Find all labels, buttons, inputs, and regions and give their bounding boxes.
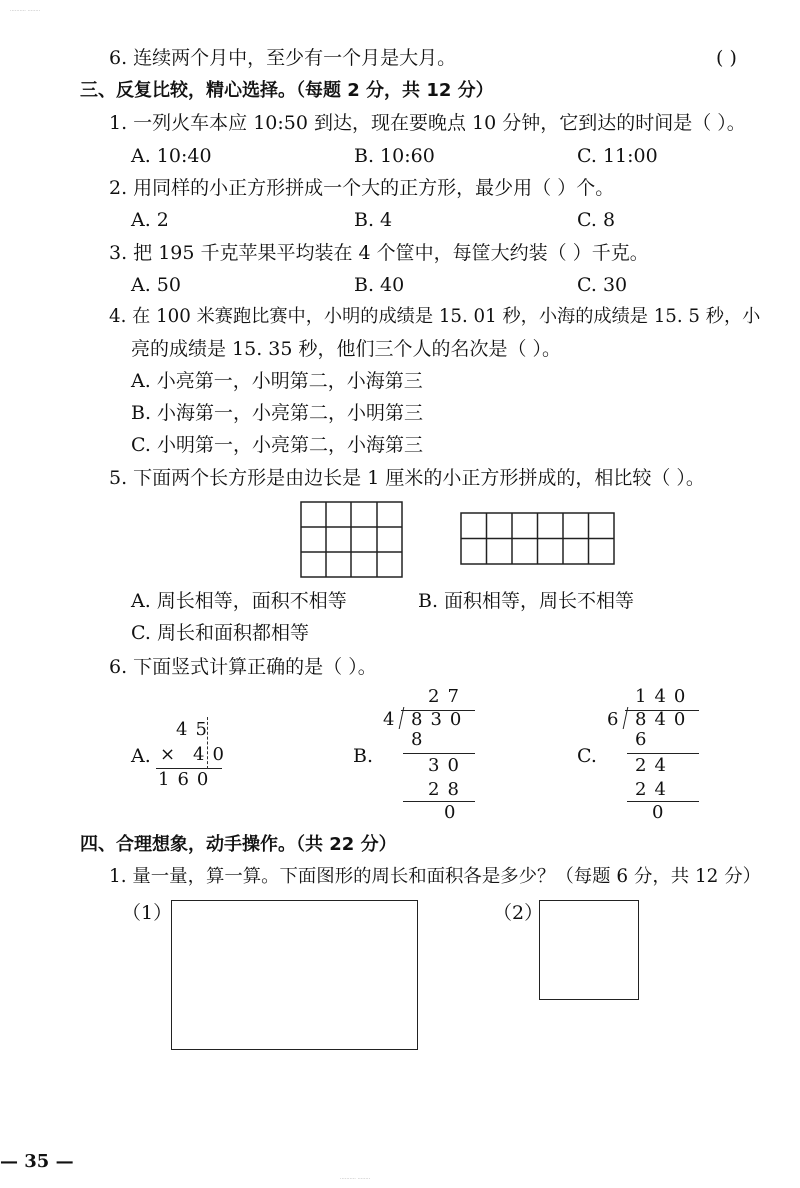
step-3: 24 [635,779,674,800]
rectangle-grid-6x2 [460,512,616,566]
figure-1-rectangle [171,900,418,1050]
s3-q2-option-b[interactable]: B. 4 [354,209,393,231]
s3-q3-option-b[interactable]: B. 40 [354,274,405,296]
s3-q5-option-a[interactable]: A. 周长相等，面积不相等 [131,590,347,612]
divisor: 4 [383,709,403,730]
multiplication-calc [150,715,230,795]
multiplicand: 45 [176,719,215,740]
dividend: 840 [635,709,694,730]
s3-q4-option-c[interactable]: C. 小明第一，小亮第二，小海第三 [131,434,423,456]
s3-question-4-line1: 4. 在 100 米赛跑比赛中，小明的成绩是 15. 01 秒，小海的成绩是 15. 5 秒，小 [109,306,761,327]
product: 160 [158,769,217,790]
s3-q6-option-c-label[interactable]: C. [577,745,597,767]
rectangle-grid-4x3 [300,501,404,578]
division-calc-c [602,683,702,823]
step-1: 8 [411,729,431,750]
s3-question-2: 2. 用同样的小正方形拼成一个大的正方形，最少用（ ）个。 [109,177,615,199]
quotient: 27 [428,686,467,707]
s3-question-5: 5. 下面两个长方形是由边长是 1 厘米的小正方形拼成的，相比较（ ）。 [109,467,705,489]
divisor: 6 [607,709,627,730]
s3-question-1: 1. 一列火车本应 10:50 到达，现在要晚点 10 分钟，它到达的时间是（ ）。 [109,112,746,134]
step-2: 24 [635,755,674,776]
s3-question-4-line2: 亮的成绩是 15. 35 秒，他们三个人的名次是（ ）。 [131,338,562,360]
s3-q4-option-a[interactable]: A. 小亮第一，小明第二，小海第三 [131,370,423,392]
alignment-guide [207,717,208,769]
s3-q3-option-a[interactable]: A. 50 [131,274,181,296]
s3-q5-option-b[interactable]: B. 面积相等，周长不相等 [418,590,635,612]
s3-q4-option-b[interactable]: B. 小海第一，小亮第二，小明第三 [131,402,424,424]
figure-1-label: （1） [122,902,173,924]
remainder: 0 [652,802,672,823]
multiply-sign: × [160,744,184,765]
s4-question-1: 1. 量一量，算一算。下面图形的周长和面积各是多少？（每题 6 分，共 12 分） [109,866,761,887]
page-number: — 35 — [0,1151,74,1172]
section-3-title: 三、反复比较，精心选择。（每题 2 分，共 12 分） [80,80,494,101]
s3-q2-option-a[interactable]: A. 2 [131,209,169,231]
dividend: 830 [411,709,470,730]
step-line-1 [403,753,475,754]
step-line-1 [627,753,699,754]
s3-q1-option-b[interactable]: B. 10:60 [354,145,435,167]
s3-q1-option-c[interactable]: C. 11:00 [577,145,658,167]
s3-question-6: 6. 下面竖式计算正确的是（ ）。 [109,656,377,678]
s3-q5-option-c[interactable]: C. 周长和面积都相等 [131,622,309,644]
prev-question-6: 6. 连续两个月中，至少有一个月是大月。 [109,47,457,69]
step-line-2 [403,801,475,802]
figure-2-square [539,900,639,1000]
section-4-title: 四、合理想象，动手操作。（共 22 分） [80,834,397,855]
multiplier: 40 [193,744,232,765]
step-1: 6 [635,729,655,750]
division-calc-b [378,683,478,823]
step-2: 30 [428,755,467,776]
quotient: 140 [635,686,694,707]
s3-question-3: 3. 把 195 千克苹果平均装在 4 个筐中，每筐大约装（ ）千克。 [109,242,649,264]
prev-question-6-answer-bracket[interactable]: ( ) [716,47,737,69]
remainder: 0 [444,802,464,823]
s3-q6-option-a-label[interactable]: A. [131,745,151,767]
step-3: 28 [428,779,467,800]
s3-q2-option-c[interactable]: C. 8 [577,209,616,231]
footer-print-mark: ·········· ········ [340,1176,371,1182]
s3-q1-option-a[interactable]: A. 10:40 [131,145,212,167]
s3-q6-option-b-label[interactable]: B. [353,745,374,767]
header-print-mark: ·········· ········ [10,8,41,14]
figure-2-label: （2） [493,902,544,924]
s3-q3-option-c[interactable]: C. 30 [577,274,628,296]
